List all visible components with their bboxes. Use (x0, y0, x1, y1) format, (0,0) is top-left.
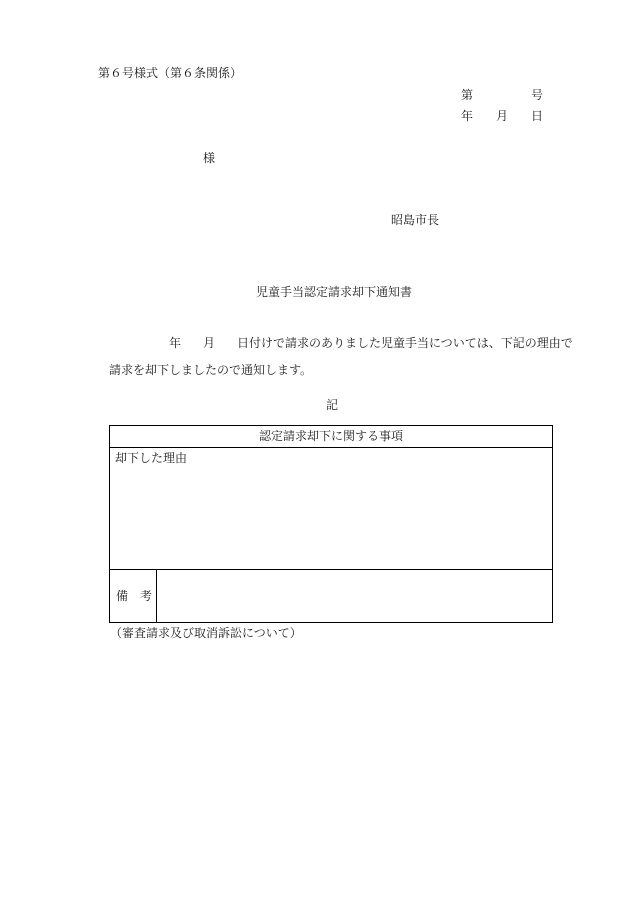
form-label: 第６号様式（第６条関係） (98, 66, 243, 80)
number-prefix: 第 (461, 88, 474, 102)
date-month: 月 (496, 109, 509, 123)
date-year: 年 (461, 109, 474, 123)
remarks-field[interactable] (157, 570, 552, 622)
number-suffix: 号 (531, 88, 544, 102)
body-month: 月 (203, 336, 216, 350)
addressee-suffix: 様 (203, 151, 216, 165)
reason-label: 却下した理由 (115, 451, 188, 465)
table-header: 認定請求却下に関する事項 (258, 429, 403, 443)
body-line2: 請求を却下しましたので通知します。 (109, 363, 313, 377)
remarks-label: 備 考 (116, 589, 153, 603)
footer-note: （審査請求及び取消訴訟について） (110, 626, 302, 640)
ki-heading: 記 (326, 398, 339, 412)
table-header-divider (109, 447, 553, 448)
body-year: 年 (169, 336, 182, 350)
document-title: 児童手当認定請求却下通知書 (256, 285, 413, 299)
reason-field[interactable] (110, 466, 552, 568)
sender: 昭島市長 (391, 213, 440, 227)
body-line1: 日付けで請求のありました児童手当については、下記の理由で (237, 336, 573, 350)
date-day: 日 (531, 109, 544, 123)
